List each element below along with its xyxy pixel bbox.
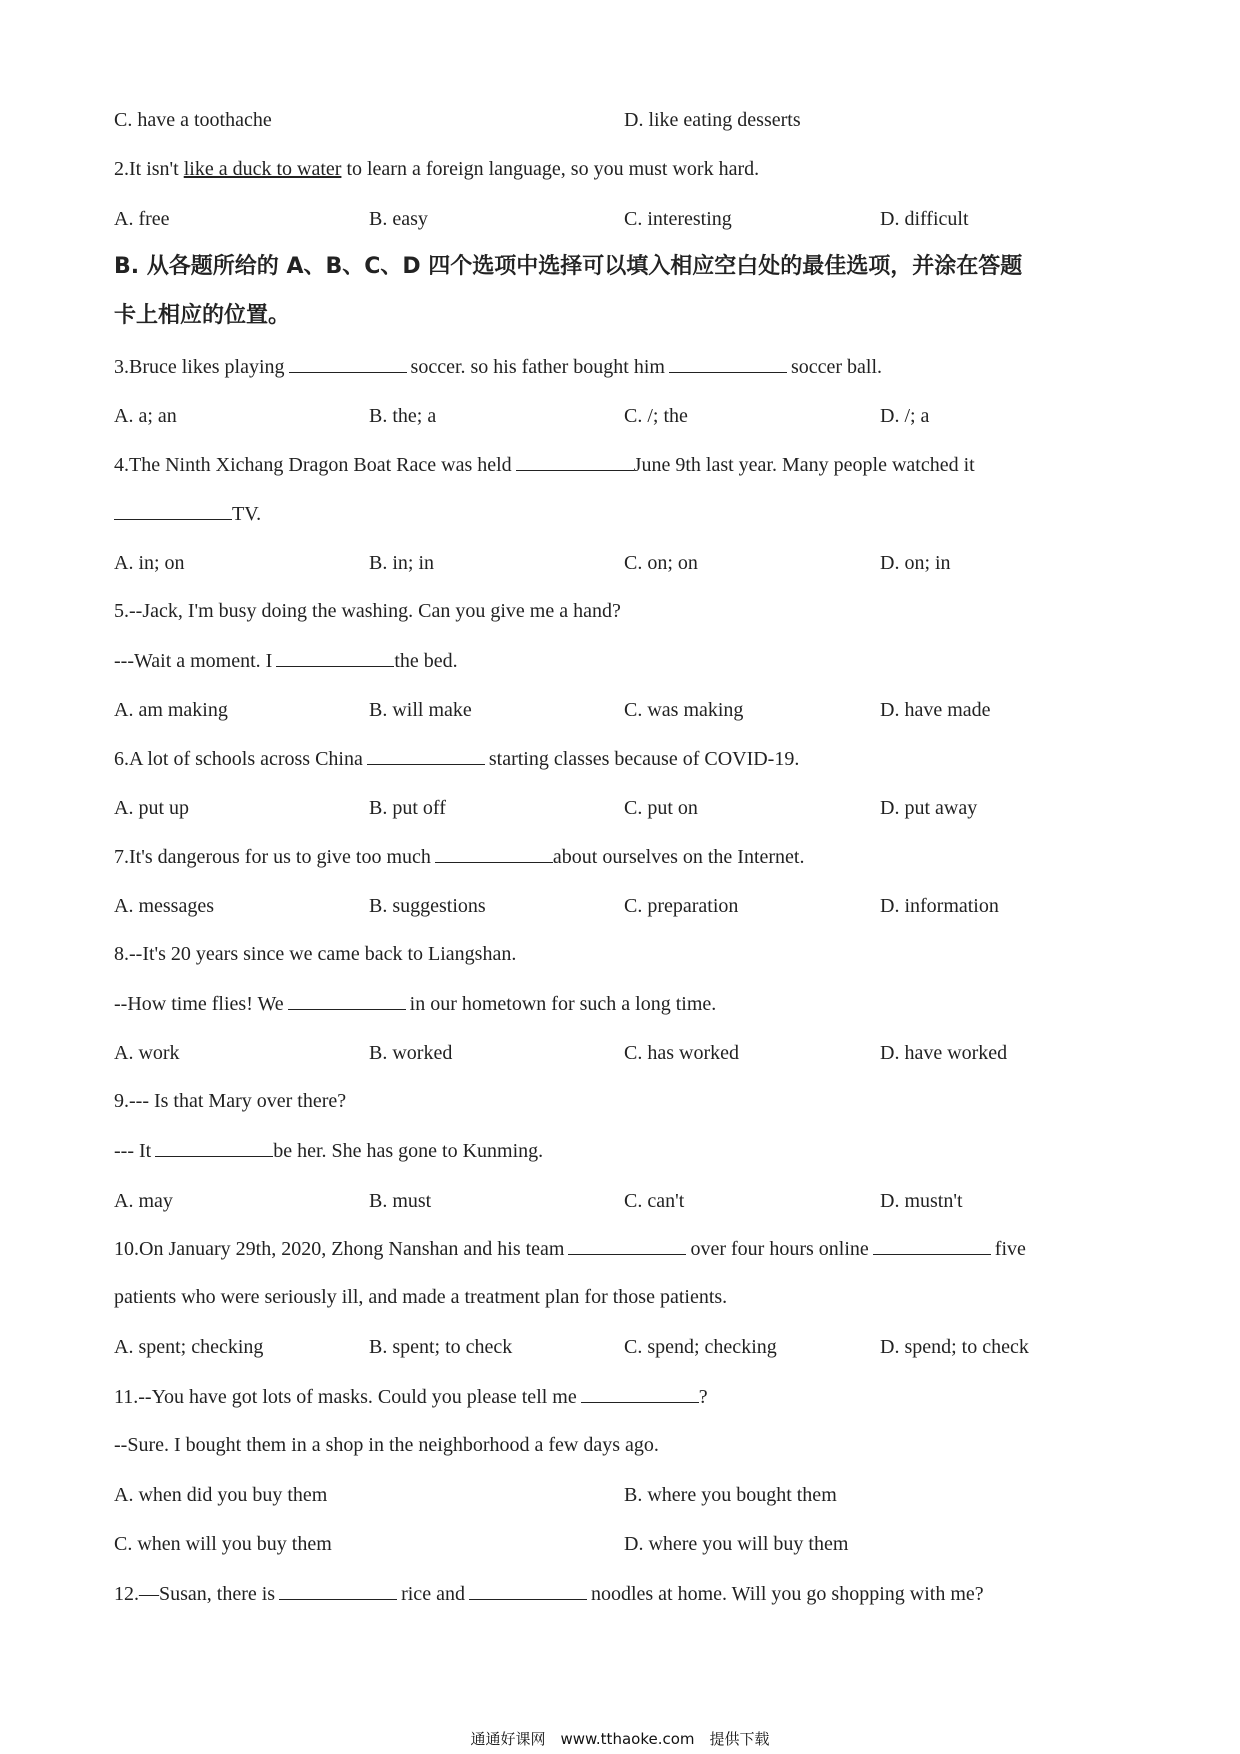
q4-option-a: A. in; on [114, 552, 185, 574]
question-9-line2 [114, 1138, 543, 1163]
question-4-line2 [114, 501, 261, 526]
question-9-line1: 9.--- Is that Mary over there? [114, 1090, 347, 1112]
question-8-line2 [114, 991, 716, 1016]
question-5-line1: 5.--Jack, I'm busy doing the washing. Can you give me a hand? [114, 600, 621, 622]
q8-text-2: in our hometown for such a long time. [409, 993, 717, 1015]
q11-blank [581, 1384, 699, 1403]
section-b-instruction-line1: B. 从各题所给的 A、B、C、D 四个选项中选择可以填入相应空白处的最佳选项，并涂在答题 [114, 254, 1023, 279]
q2-underlined-phrase: like a duck to water [183, 158, 342, 180]
q5-option-c: C. was making [624, 699, 744, 721]
q11-option-a: A. when did you buy them [114, 1484, 328, 1506]
q5-option-d: D. have made [880, 699, 991, 721]
q2-option-c: C. interesting [624, 208, 732, 230]
q9-option-a: A. may [114, 1190, 173, 1212]
q10-text-3: five [994, 1238, 1026, 1260]
q12-text-2: rice and [401, 1583, 465, 1605]
q10-option-c: C. spend; checking [624, 1336, 777, 1358]
q10-option-a: A. spent; checking [114, 1336, 264, 1358]
page-footer: 通通好课网 www.tthaoke.com 提供下载 [470, 1730, 770, 1748]
q1-option-c: C. have a toothache [114, 109, 272, 131]
q5-text-2: the bed. [394, 650, 458, 672]
question-7 [114, 844, 804, 869]
q11-option-d: D. where you will buy them [624, 1533, 849, 1555]
q7-option-c: C. preparation [624, 895, 739, 917]
q3-text-2: soccer. so his father bought him [410, 356, 665, 378]
q8-blank [288, 991, 406, 1010]
q5-text-1: ---Wait a moment. I [114, 650, 273, 672]
q4-blank-1 [516, 452, 634, 471]
q2-option-a: A. free [114, 208, 170, 230]
q8-text-1: --How time flies! We [114, 993, 284, 1015]
q7-option-d: D. information [880, 895, 999, 917]
q11-option-b: B. where you bought them [624, 1484, 837, 1506]
q4-option-d: D. on; in [880, 552, 951, 574]
q3-option-d: D. /; a [880, 405, 930, 427]
q4-option-b: B. in; in [369, 552, 435, 574]
question-11-line1 [114, 1384, 708, 1409]
question-11-line2: --Sure. I bought them in a shop in the neighborhood a few days ago. [114, 1434, 659, 1456]
question-12 [114, 1581, 984, 1606]
q12-text-1: 12.—Susan, there is [114, 1583, 276, 1605]
q9-option-b: B. must [369, 1190, 432, 1212]
section-b-instruction-line2: 卡上相应的位置。 [114, 303, 291, 328]
q6-text-2: starting classes because of COVID-19. [488, 748, 800, 770]
q12-blank-1 [279, 1581, 397, 1600]
q3-blank-1 [289, 354, 407, 373]
q7-option-a: A. messages [114, 895, 214, 917]
q3-option-b: B. the; a [369, 405, 437, 427]
q9-blank [155, 1138, 273, 1157]
q3-text-1: 3.Bruce likes playing [114, 356, 285, 378]
q5-blank [276, 648, 394, 667]
q2-prefix: 2.It isn't [114, 158, 184, 180]
q6-blank [367, 746, 485, 765]
q7-text-2: about ourselves on the Internet. [552, 846, 805, 868]
question-2 [114, 157, 759, 181]
q4-option-c: C. on; on [624, 552, 698, 574]
q6-option-c: C. put on [624, 797, 698, 819]
q10-text-2: over four hours online [690, 1238, 869, 1260]
question-6 [114, 746, 799, 771]
q8-option-c: C. has worked [624, 1042, 739, 1064]
question-10-line2: patients who were seriously ill, and made a treatment plan for those patients. [114, 1286, 728, 1308]
q9-option-d: D. mustn't [880, 1190, 963, 1212]
q2-option-d: D. difficult [880, 208, 969, 230]
q6-option-b: B. put off [369, 797, 446, 819]
q4-text-3: TV. [232, 503, 262, 525]
q7-text-1: 7.It's dangerous for us to give too much [114, 846, 431, 868]
q3-option-c: C. /; the [624, 405, 688, 427]
q3-text-3: soccer ball. [790, 356, 883, 378]
q8-option-b: B. worked [369, 1042, 453, 1064]
q11-text-1: 11.--You have got lots of masks. Could you please tell me [114, 1386, 577, 1408]
q12-blank-2 [469, 1581, 587, 1600]
q7-option-b: B. suggestions [369, 895, 486, 917]
q11-text-2: ? [698, 1386, 708, 1408]
q9-text-1: --- It [114, 1140, 152, 1162]
q4-text-2: June 9th last year. Many people watched it [633, 454, 975, 476]
q9-text-2: be her. She has gone to Kunming. [273, 1140, 544, 1162]
q11-option-c: C. when will you buy them [114, 1533, 332, 1555]
q2-option-b: B. easy [369, 208, 428, 230]
q6-text-1: 6.A lot of schools across China [114, 748, 363, 770]
question-4-line1 [114, 452, 975, 477]
q8-option-d: D. have worked [880, 1042, 1008, 1064]
q2-suffix: to learn a foreign language, so you must work hard. [341, 158, 760, 180]
q3-blank-2 [669, 354, 787, 373]
question-5-line2 [114, 648, 458, 673]
question-3 [114, 354, 882, 379]
q12-text-3: noodles at home. Will you go shopping with me? [590, 1583, 984, 1605]
q6-option-a: A. put up [114, 797, 189, 819]
q10-option-b: B. spent; to check [369, 1336, 513, 1358]
q5-option-a: A. am making [114, 699, 228, 721]
q7-blank [435, 844, 553, 863]
q6-option-d: D. put away [880, 797, 978, 819]
q8-option-a: A. work [114, 1042, 180, 1064]
question-10-line1 [114, 1236, 1026, 1261]
q9-option-c: C. can't [624, 1190, 685, 1212]
q10-blank-1 [568, 1236, 686, 1255]
q1-option-d: D. like eating desserts [624, 109, 801, 131]
q10-option-d: D. spend; to check [880, 1336, 1029, 1358]
question-8-line1: 8.--It's 20 years since we came back to Liangshan. [114, 943, 517, 965]
q4-blank-2 [114, 501, 232, 520]
q5-option-b: B. will make [369, 699, 472, 721]
q3-option-a: A. a; an [114, 405, 177, 427]
q10-blank-2 [873, 1236, 991, 1255]
q10-text-1: 10.On January 29th, 2020, Zhong Nanshan and his team [114, 1238, 565, 1260]
q4-text-1: 4.The Ninth Xichang Dragon Boat Race was held [114, 454, 512, 476]
